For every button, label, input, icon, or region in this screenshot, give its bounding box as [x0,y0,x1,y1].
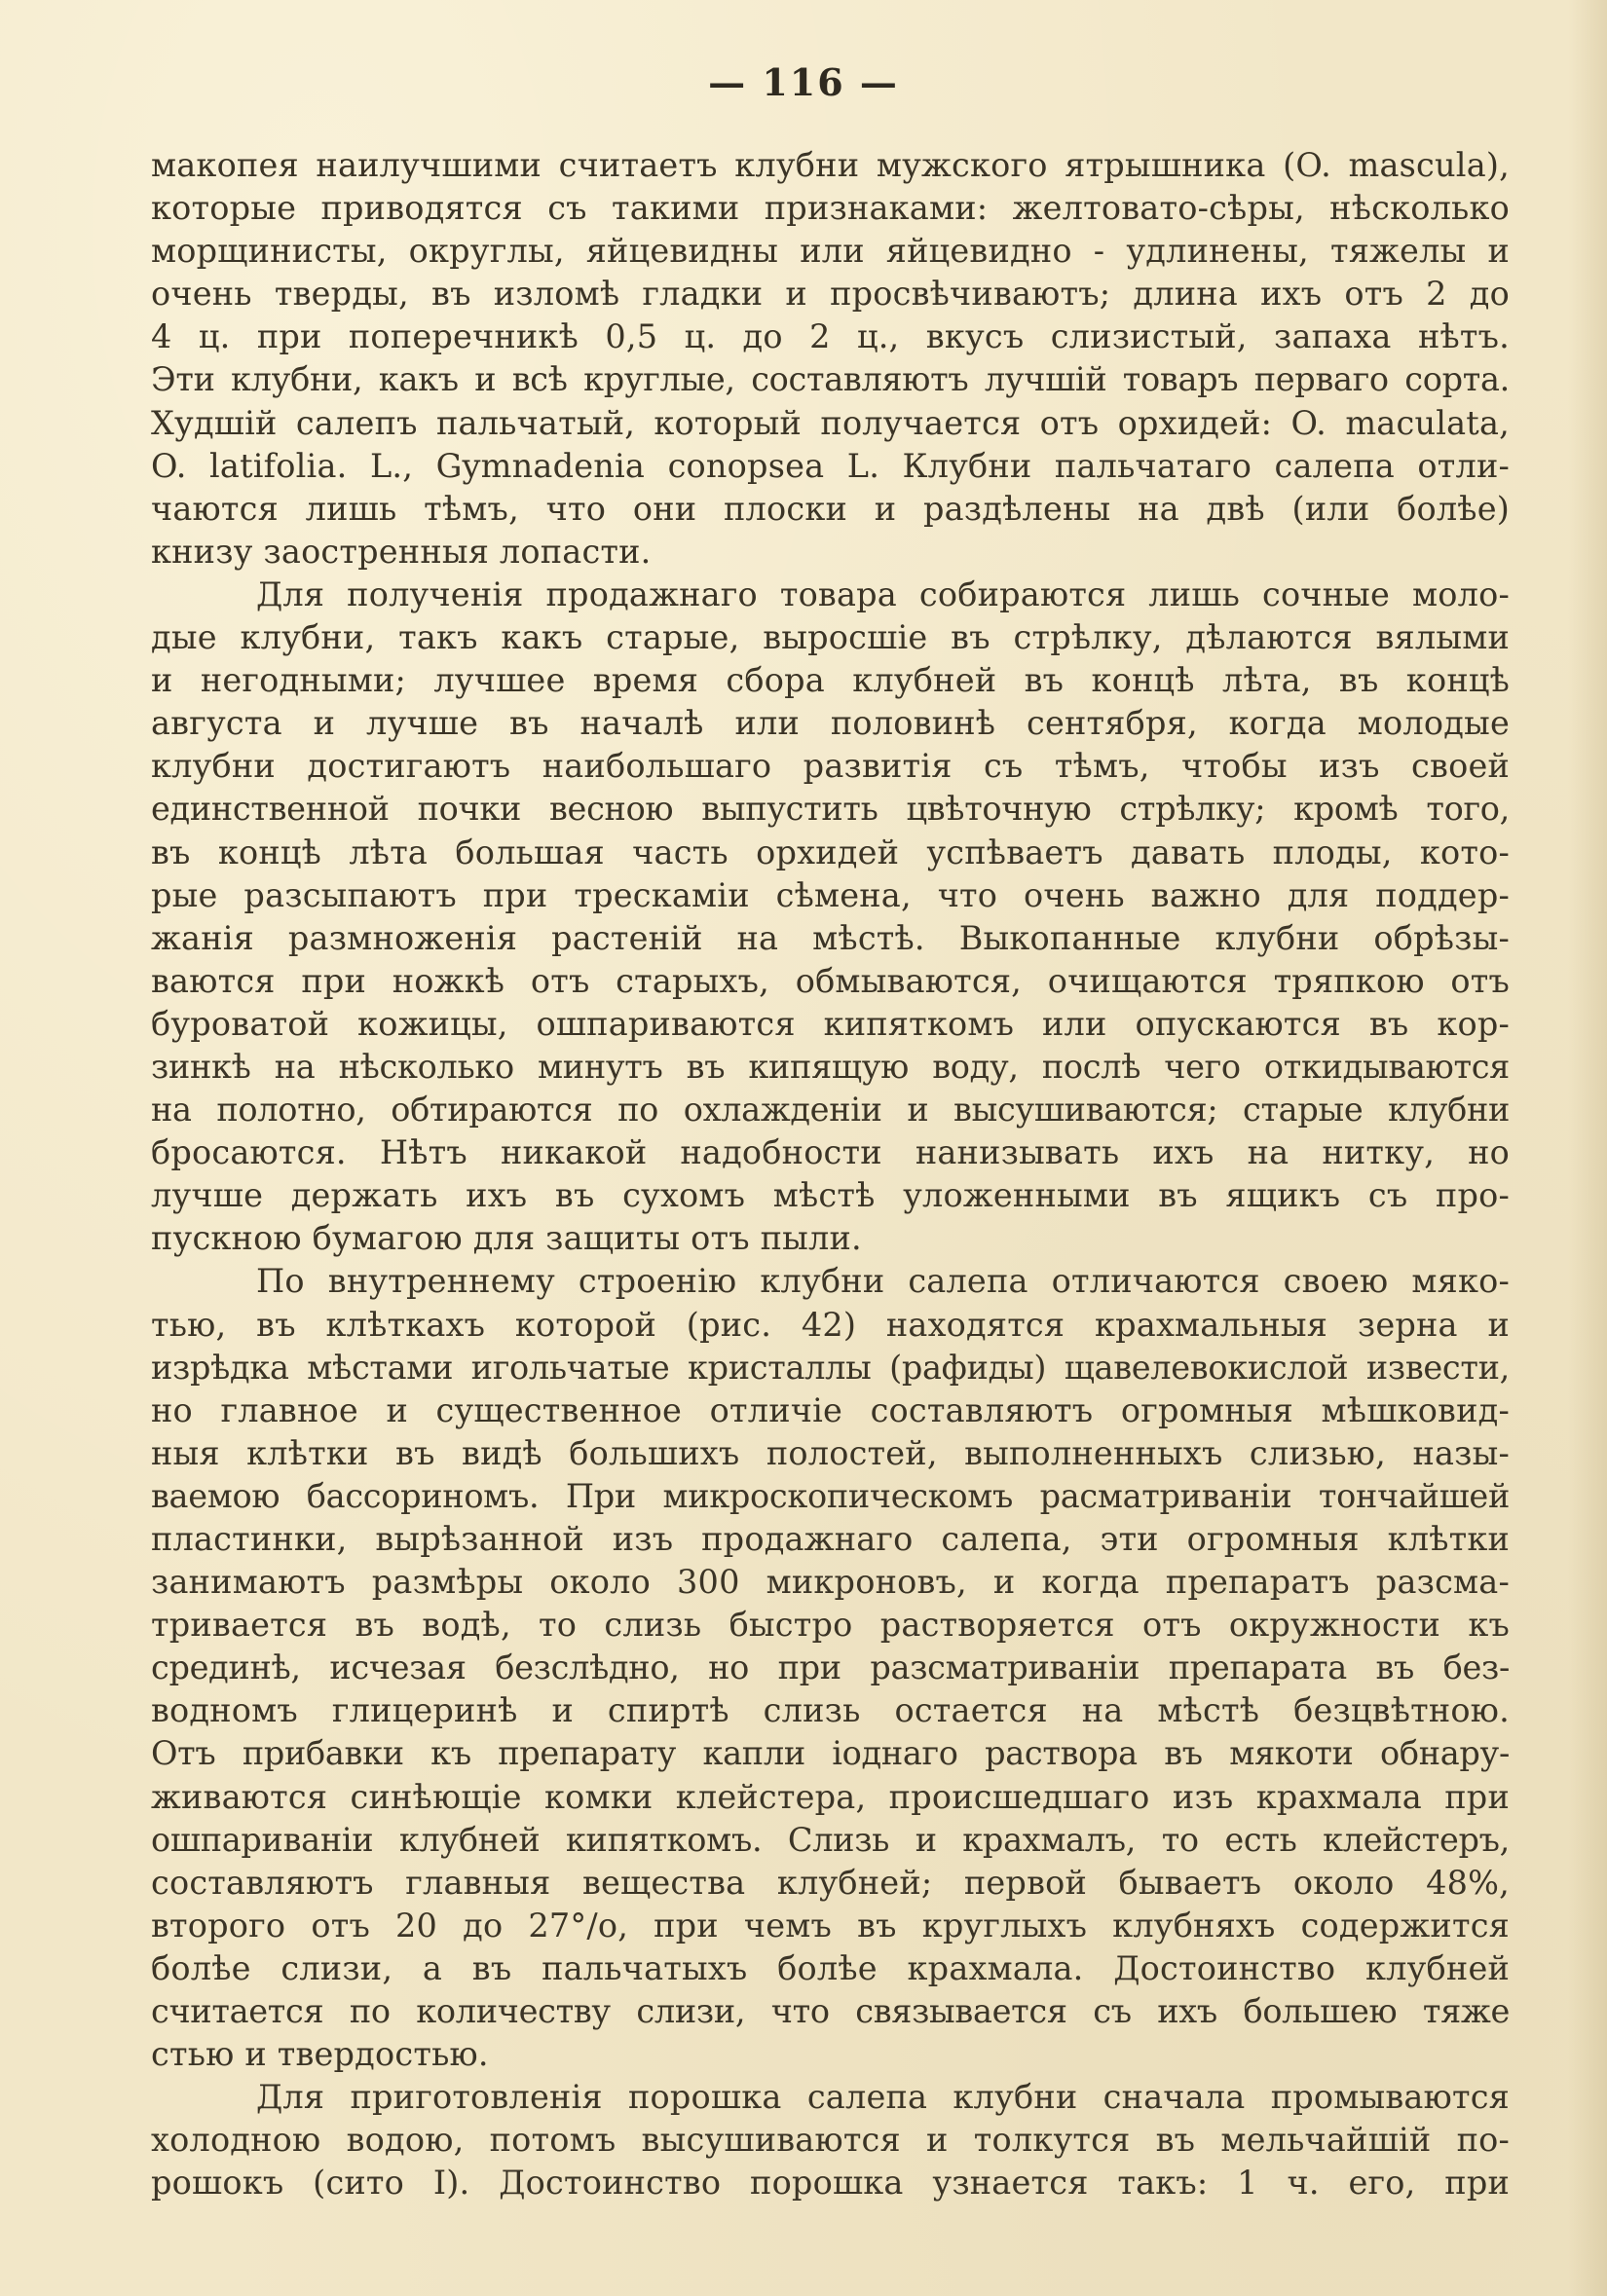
text-line: жанія размноженія растеній на мѣстѣ. Выкопанные клубни обрѣзы- [151,918,1510,957]
text-line: Эти клубни, какъ и всѣ круглые, составляютъ лучшій товаръ перваго сорта. [151,360,1510,399]
text-line: единственной почки весною выпустить цвѣточную стрѣлку; кромѣ того, [151,790,1510,829]
text-line: Для приготовленія порошка салепа клубни сначала промываются [256,2078,1510,2117]
text-line: рошокъ (сито I). Достоинство порошка узнается такъ: 1 ч. его, при [151,2164,1510,2203]
text-line: стью и твердостью. [151,2035,489,2074]
text-line: изрѣдка мѣстами игольчатые кристаллы (рафиды) щавелевокислой извести, [151,1348,1510,1387]
text-line: срединѣ, исчезая безслѣдно, но при разсматриваніи препарата въ без- [151,1648,1510,1687]
text-line: но главное и существенное отличіе составляютъ огромныя мѣшковид- [151,1390,1510,1429]
text-line: ваются при ножкѣ отъ старыхъ, обмываются, очищаются тряпкою отъ [151,961,1510,1000]
text-line: книзу заостренныя лопасти. [151,532,652,571]
text-line: тью, въ клѣткахъ которой (рис. 42) находятся крахмальныя зерна и [151,1305,1510,1344]
text-line: холодною водою, потомъ высушиваются и толкутся въ мельчайшій по- [151,2121,1510,2160]
text-line: Худшій салепъ пальчатый, который получается отъ орхидей: O. maculata, [151,403,1510,442]
text-line: и негодными; лучшее время сбора клубней въ концѣ лѣта, въ концѣ [151,661,1510,700]
text-line: которые приводятся съ такими признаками: желтовато-сѣры, нѣсколько [151,189,1510,228]
text-line: рые разсыпаютъ при трескаміи сѣмена, что очень важно для поддер- [151,875,1510,914]
text-line: болѣе слизи, а въ пальчатыхъ болѣе крахмала. Достоинство клубней [151,1948,1510,1987]
text-line: ошпариваніи клубней кипяткомъ. Слизь и крахмалъ, то есть клейстеръ, [151,1820,1510,1859]
text-line: зинкѣ на нѣсколько минутъ въ кипящую воду, послѣ чего откидываются [151,1047,1510,1086]
text-line: клубни достигаютъ наибольшаго развитія съ тѣмъ, чтобы изъ своей [151,747,1510,786]
text-line: считается по количеству слизи, что связывается съ ихъ большею тяже [151,1992,1510,2031]
text-line: на полотно, обтираются по охлажденіи и высушиваются; старые клубни [151,1091,1510,1129]
text-line: очень тверды, въ изломѣ гладки и просвѣчиваютъ; длина ихъ отъ 2 до [151,275,1510,314]
text-line: буроватой кожицы, ошпариваются кипяткомъ или опускаются въ кор- [151,1004,1510,1043]
text-line: ныя клѣтки въ видѣ большихъ полостей, выполненныхъ слизью, назы- [151,1433,1510,1472]
text-line: морщинисты, округлы, яйцевидны или яйцевидно - удлинены, тяжелы и [151,232,1510,271]
text-line: въ концѣ лѣта большая часть орхидей успѣваетъ давать плоды, кото- [151,833,1510,871]
text-line: занимаютъ размѣры около 300 микроновъ, и когда препаратъ разсма- [151,1563,1510,1602]
text-line: ваемою бассориномъ. При микроскопическомъ расматриваніи тончайшей [151,1476,1510,1515]
text-line: живаются синѣющіе комки клейстера, происшедшаго изъ крахмала при [151,1777,1510,1816]
text-line: макопея наилучшими считаетъ клубни мужского ятрышника (O. mascula), [151,146,1510,184]
text-line: O. latifolia. L., Gymnadenia conopsea L. Клубни пальчатаго салепа отли- [151,446,1510,485]
text-line: чаются лишь тѣмъ, что они плоски и раздѣлены на двѣ (или болѣе) [151,489,1510,528]
text-line: августа и лучше въ началѣ или половинѣ сентября, когда молодые [151,704,1510,743]
text-line: 4 ц. при поперечникѣ 0,5 ц. до 2 ц., вкусъ слизистый, запаха нѣтъ. [151,317,1510,356]
text-line: Для полученія продажнаго товара собираются лишь сочные моло- [256,574,1510,613]
text-line: водномъ глицеринѣ и спиртѣ слизь остается на мѣстѣ безцвѣтною. [151,1691,1510,1730]
page-number: — 116 — [708,60,899,104]
text-line: тривается въ водѣ, то слизь быстро растворяется отъ окружности къ [151,1606,1510,1645]
page-edge-shadow [1568,0,1607,2296]
text-line: лучше держать ихъ въ сухомъ мѣстѣ уложенными въ ящикъ съ про- [151,1176,1510,1215]
text-line: пластинки, вырѣзанной изъ продажнаго салепа, эти огромныя клѣтки [151,1520,1510,1558]
text-line: дые клубни, такъ какъ старые, выросшіе въ стрѣлку, дѣлаются вялыми [151,618,1510,657]
body-text [151,144,1510,2205]
text-line: Отъ прибавки къ препарату капли іоднаго раствора въ мякоти обнару- [151,1734,1510,1773]
text-line: составляютъ главныя вещества клубней; первой бываетъ около 48%, [151,1863,1510,1902]
text-line: пускною бумагою для защиты отъ пыли. [151,1219,862,1258]
text-line: По внутреннему строенію клубни салепа отличаются своею мяко- [256,1262,1510,1301]
text-line: второго отъ 20 до 27°/о, при чемъ въ круглыхъ клубняхъ содержится [151,1906,1510,1944]
text-line: бросаются. Нѣтъ никакой надобности нанизывать ихъ на нитку, но [151,1133,1510,1172]
